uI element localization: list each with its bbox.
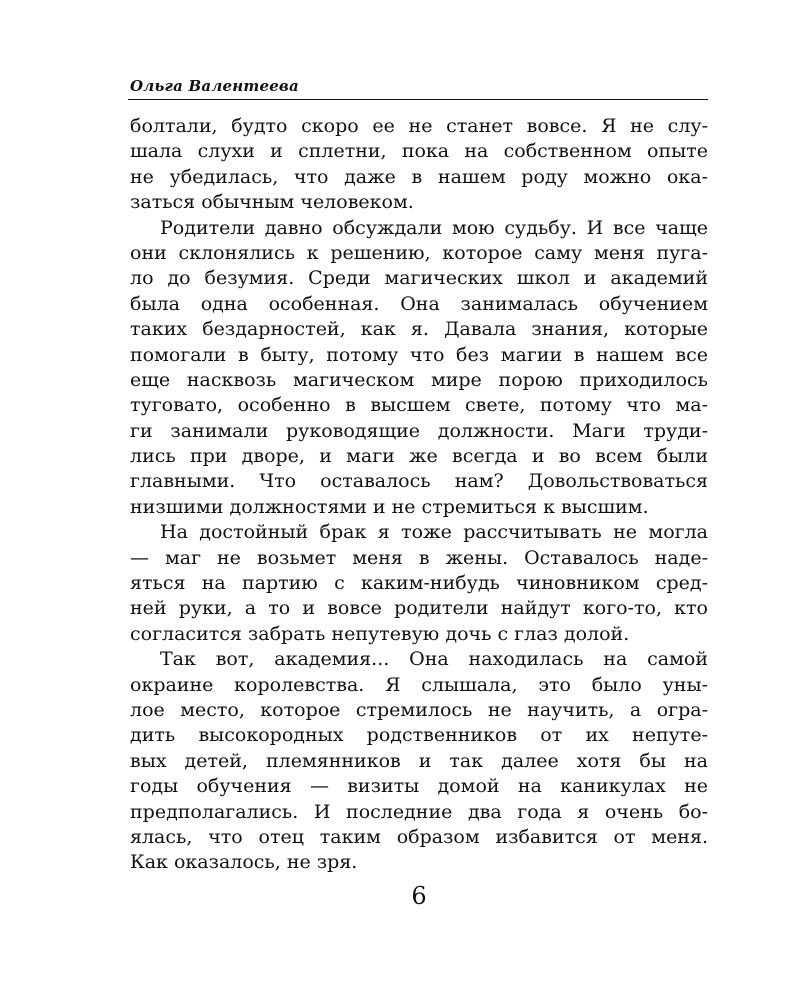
text-line: туговато, особенно в высшем свете, потому что ма-	[130, 394, 708, 417]
text-line: еще насквозь магическом мире порою приходилось	[130, 368, 708, 391]
text-line: они склонялись к решению, которое саму меня пуга-	[130, 241, 708, 264]
text-line: Как оказалось, не зря.	[130, 851, 358, 874]
text-line: Так вот, академия... Она находилась на самой	[160, 648, 708, 671]
text-line: заться обычным человеком.	[130, 191, 414, 214]
text-line: таких бездарностей, как я. Давала знания, которые	[130, 318, 708, 341]
text-line: дить высокородных родственников от их непуте-	[130, 724, 708, 747]
text-line: — маг не возьмет меня в жены. Оставалось наде-	[130, 546, 708, 569]
text-line: ло до безумия. Среди магических школ и академий	[130, 267, 708, 290]
text-line: ней руки, а то и вовсе родители найдут кого-то, кто	[130, 597, 708, 620]
text-line: не убедилась, что даже в нашем роду можно ока-	[130, 165, 708, 188]
paragraph	[130, 520, 708, 647]
text-line: окраине королевства. Я слышала, это было уны-	[130, 673, 708, 696]
text-line: низшими должностями и не стремиться к высшим.	[130, 495, 649, 518]
text-line: болтали, будто скоро ее не станет вовсе. Я не слу-	[130, 115, 708, 137]
text-line: годы обучения — визиты домой на каникулах не	[130, 775, 708, 798]
text-line: помогали в быту, потому что без магии в нашем все	[130, 343, 708, 366]
text-line: шала слухи и сплетни, пока на собственном опыте	[130, 140, 708, 163]
text-line: лись при дворе, и маги же всегда и во всем были	[130, 445, 708, 468]
paragraph	[130, 647, 708, 876]
paragraph	[130, 114, 708, 216]
paragraph	[130, 216, 708, 521]
text-line: была одна особенная. Она занималась обучением	[130, 292, 708, 315]
running-head-author: Ольга Валентеева	[130, 77, 299, 95]
header-rule	[128, 99, 708, 100]
text-line: На достойный брак я тоже рассчитывать не могла	[160, 521, 708, 544]
text-line: главными. Что оставалось нам? Довольствоваться	[130, 470, 708, 493]
page-number: 6	[411, 882, 427, 910]
text-line: предполагались. И последние два года я очень бо-	[130, 800, 708, 823]
text-line: согласится забрать непутевую дочь с глаз долой.	[130, 622, 630, 645]
text-line: лое место, которое стремилось не научить, а огра-	[130, 698, 708, 721]
text-line: ялась, что отец таким образом избавится от меня.	[130, 825, 708, 848]
text-line: Родители давно обсуждали мою судьбу. И все чаще	[160, 216, 708, 239]
body-text	[130, 114, 708, 876]
text-line: вых детей, племянников и так далее хотя бы на	[130, 749, 708, 772]
text-line: яться на партию с каким-нибудь чиновником сред-	[130, 572, 708, 595]
text-line: ги занимали руководящие должности. Маги труди-	[130, 419, 708, 442]
